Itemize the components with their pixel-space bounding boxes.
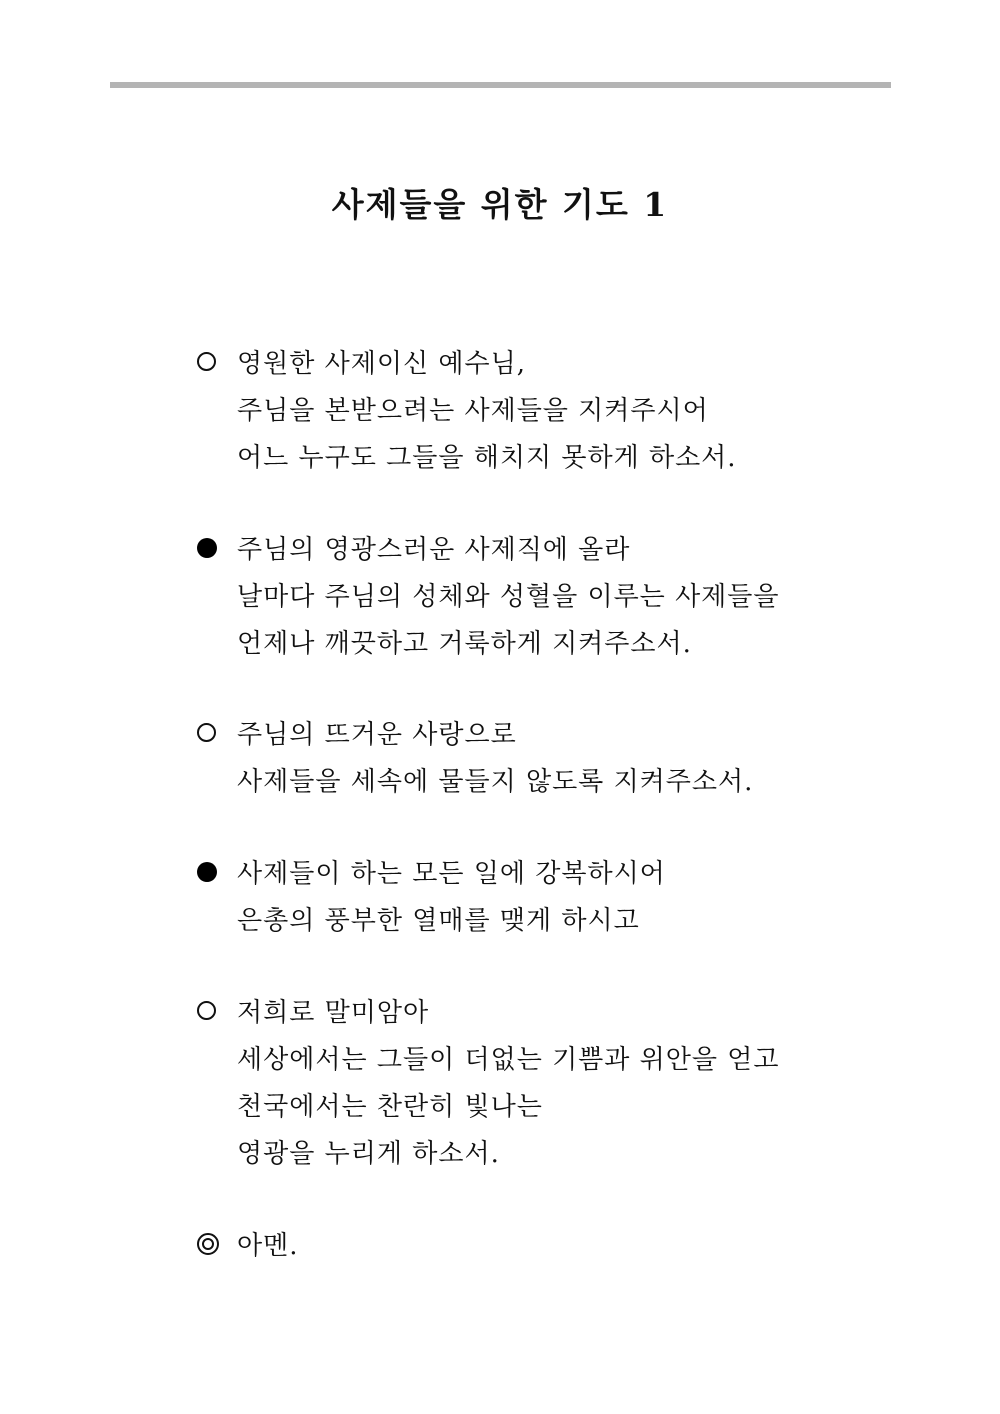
stanza-1 bbox=[197, 338, 737, 479]
filled-circle-icon bbox=[197, 862, 217, 882]
line-text: 사제들을 세속에 물들지 않도록 지켜주소서. bbox=[237, 767, 754, 797]
hollow-circle-icon bbox=[197, 723, 216, 742]
line-text: 주님의 뜨거운 사랑으로 bbox=[237, 720, 517, 750]
line-text: 주님을 본받으려는 사제들을 지켜주시어 bbox=[237, 396, 709, 426]
line-text: 어느 누구도 그들을 해치지 못하게 하소서. bbox=[237, 443, 737, 473]
prayer-line bbox=[197, 1220, 299, 1267]
hollow-circle-icon bbox=[197, 352, 216, 371]
prayer-line bbox=[197, 1128, 780, 1175]
line-text: 언제나 깨끗하고 거룩하게 지켜주소서. bbox=[237, 629, 692, 659]
line-text: 영광을 누리게 하소서. bbox=[237, 1139, 500, 1169]
line-text: 주님의 영광스러운 사제직에 올라 bbox=[237, 535, 631, 565]
stanza-6 bbox=[197, 1220, 299, 1267]
line-text: 저희로 말미암아 bbox=[237, 998, 430, 1028]
stanza-2 bbox=[197, 524, 780, 665]
line-text: 세상에서는 그들이 더없는 기쁨과 위안을 얻고 bbox=[237, 1045, 780, 1075]
prayer-line bbox=[197, 895, 666, 942]
hollow-circle-icon bbox=[197, 1001, 216, 1020]
prayer-line bbox=[197, 432, 737, 479]
line-text: 날마다 주님의 성체와 성혈을 이루는 사제들을 bbox=[237, 582, 780, 612]
prayer-line bbox=[197, 987, 780, 1034]
page-title: 사제들을 위한 기도 1 bbox=[331, 185, 669, 224]
stanza-3 bbox=[197, 709, 753, 803]
line-text: 사제들이 하는 모든 일에 강복하시어 bbox=[237, 859, 666, 889]
line-text: 은총의 풍부한 열매를 맺게 하시고 bbox=[237, 906, 640, 936]
prayer-line bbox=[197, 1034, 780, 1081]
prayer-line bbox=[197, 338, 737, 385]
prayer-line bbox=[197, 756, 753, 803]
line-text: 영원한 사제이신 예수님, bbox=[237, 349, 526, 379]
prayer-line bbox=[197, 709, 753, 756]
stanza-4 bbox=[197, 848, 666, 942]
stanza-5 bbox=[197, 987, 780, 1175]
prayer-line bbox=[197, 848, 666, 895]
prayer-line bbox=[197, 1081, 780, 1128]
line-text: 아멘. bbox=[237, 1231, 299, 1261]
prayer-line bbox=[197, 524, 780, 571]
prayer-line bbox=[197, 385, 737, 432]
line-text: 천국에서는 찬란히 빛나는 bbox=[237, 1092, 543, 1122]
filled-circle-icon bbox=[197, 538, 217, 558]
top-rule bbox=[110, 82, 891, 88]
double-circle-icon bbox=[197, 1233, 219, 1255]
prayer-line bbox=[197, 571, 780, 618]
prayer-line bbox=[197, 618, 780, 665]
